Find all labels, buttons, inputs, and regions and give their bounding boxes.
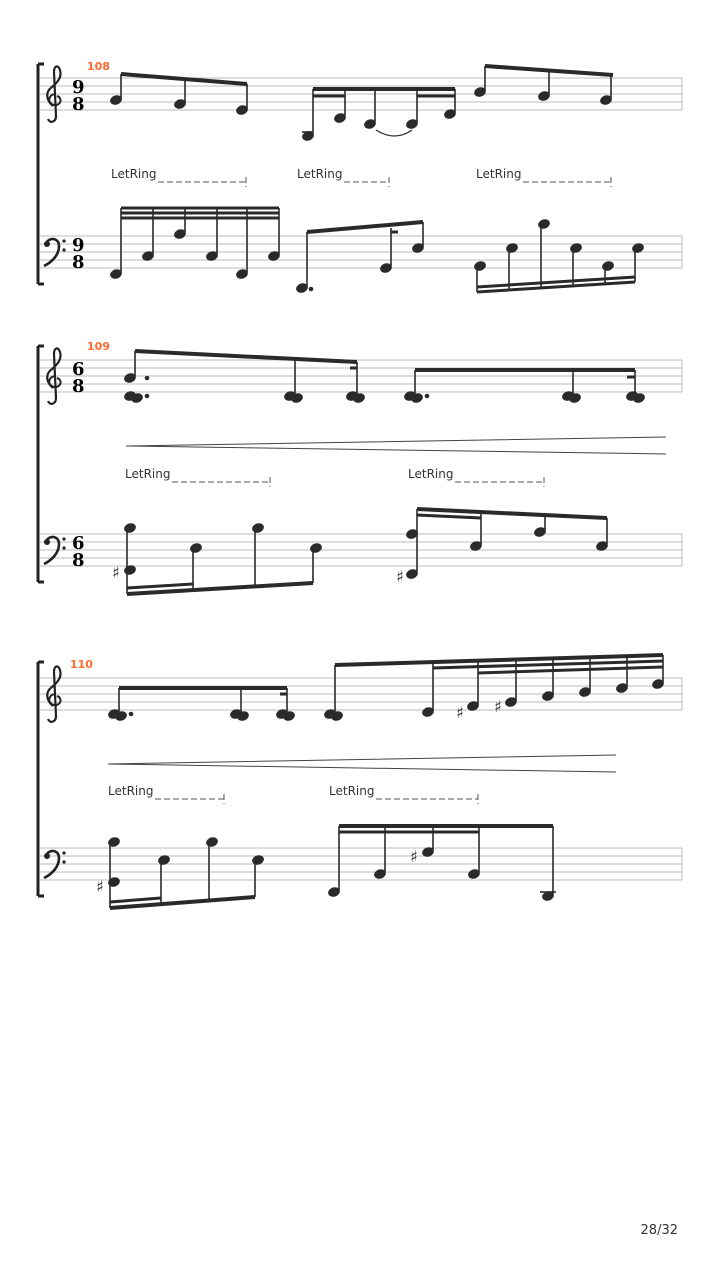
let-ring-label: LetRing (329, 784, 375, 798)
time-sig-bottom: 8 (72, 376, 85, 397)
treble-staff (40, 78, 682, 110)
crescendo-hairpin (108, 755, 616, 772)
let-ring-label: LetRing (408, 467, 454, 481)
svg-text:♯: ♯ (410, 847, 418, 866)
system-bracket (38, 662, 44, 896)
time-sig-top: 9 (72, 77, 85, 98)
let-ring-label: LetRing (108, 784, 154, 798)
bass-notes (110, 208, 644, 293)
time-sig-bottom: 8 (72, 94, 85, 115)
let-ring-label: LetRing (125, 467, 171, 481)
measure-number: 110 (70, 658, 93, 671)
bass-staff (40, 848, 682, 880)
bass-notes (112, 509, 608, 594)
crescendo-hairpin (126, 437, 666, 454)
let-ring-label: LetRing (476, 167, 522, 181)
treble-notes (110, 66, 613, 141)
bass-staff (40, 534, 682, 566)
svg-text:♯: ♯ (396, 567, 404, 586)
svg-text:♯: ♯ (112, 563, 120, 582)
time-sig-top: 6 (72, 359, 85, 380)
time-sig-bottom: 8 (72, 550, 85, 571)
treble-staff (40, 360, 682, 392)
svg-text:♯: ♯ (456, 703, 464, 722)
system-bracket (38, 64, 44, 284)
treble-notes (124, 351, 645, 403)
measure-number: 108 (87, 60, 110, 73)
let-ring-label: LetRing (111, 167, 157, 181)
let-ring-row (111, 167, 611, 187)
svg-text:♯: ♯ (494, 697, 502, 716)
system-109 (38, 340, 682, 594)
treble-notes (108, 655, 664, 722)
let-ring-row (125, 467, 544, 487)
system-bracket (38, 346, 44, 582)
time-sig-bottom: 8 (72, 252, 85, 273)
time-sig-top: 9 (72, 235, 85, 256)
measure-number: 109 (87, 340, 110, 353)
bass-staff (40, 236, 682, 268)
let-ring-row (108, 784, 478, 804)
system-110 (38, 655, 682, 908)
time-sig-top: 6 (72, 533, 85, 554)
svg-text:♯: ♯ (96, 877, 104, 896)
bass-notes (96, 826, 556, 908)
system-108 (38, 60, 682, 293)
page-number: 28/32 (640, 1223, 678, 1238)
let-ring-label: LetRing (297, 167, 343, 181)
